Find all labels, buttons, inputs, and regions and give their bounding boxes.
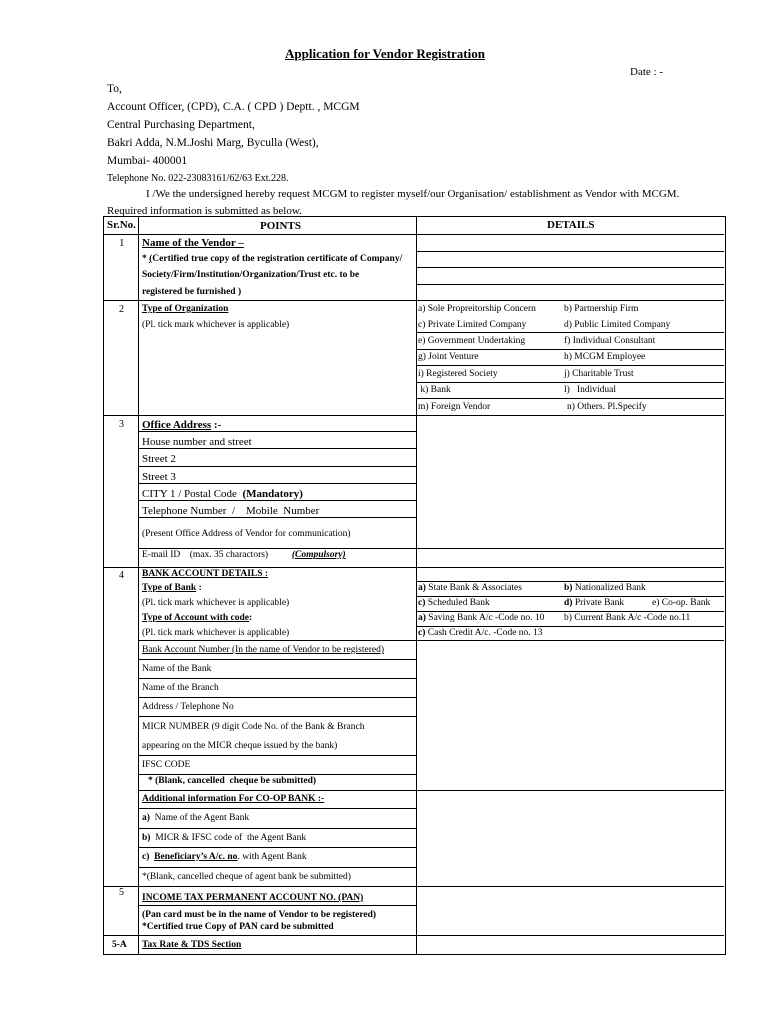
address-line-3: Bakri Adda, N.M.Joshi Marg, Byculla (West),	[107, 137, 319, 149]
vendor-note-line-2: Society/Firm/Institution/Organization/Trust etc. to be	[142, 270, 360, 280]
col-details-header: DETAILS	[547, 219, 595, 231]
vendor-name-label: Name of the Vendor –	[142, 237, 244, 249]
telephone-line: Telephone No. 022-23083161/62/63 Ext.228.	[107, 173, 289, 184]
account-option-saving[interactable]: a) Saving Bank A/c -Code no. 10	[418, 613, 545, 623]
address-to: To,	[107, 83, 122, 95]
coop-cheque-note: *(Blank, cancelled cheque of agent bank be submitted)	[142, 872, 351, 882]
address-line-4: Mumbai- 400001	[107, 155, 188, 167]
registration-table	[103, 216, 726, 955]
bank-address-label: Address / Telephone No	[142, 702, 234, 712]
org-option[interactable]: f) Individual Consultant	[564, 336, 656, 346]
coop-micr-ifsc-label: b) MICR & IFSC code of the Agent Bank	[142, 833, 307, 843]
org-option[interactable]: j) Charitable Trust	[564, 369, 634, 379]
row-divider-5	[104, 935, 724, 936]
sr-no-1: 1	[119, 237, 125, 249]
micr-label-line-1: MICR NUMBER (9 digit Code No. of the Bank & Branch	[142, 722, 365, 732]
vendor-note-line-1: * (Certified true copy of the registration certificate of Company/	[142, 254, 403, 264]
vendor-note-line-3: registered be furnished )	[142, 287, 242, 297]
type-of-bank-label: Type of Bank :	[142, 583, 202, 593]
date-label: Date : -	[630, 66, 663, 78]
col-srno-header: Sr.No.	[107, 219, 136, 231]
branch-name-label: Name of the Branch	[142, 683, 219, 693]
row-divider-4b	[138, 790, 724, 791]
org-type-hint: (Pl. tick mark whichever is applicable)	[142, 320, 290, 330]
bank-type-hint: (Pl. tick mark whichever is applicable)	[142, 598, 290, 608]
org-option[interactable]: e) Government Undertaking	[418, 336, 526, 346]
col-divider-2	[416, 217, 417, 954]
ifsc-label: IFSC CODE	[142, 760, 191, 770]
micr-label-line-2: appearing on the MICR cheque issued by the bank)	[142, 741, 338, 751]
present-address-note: (Present Office Address of Vendor for communication)	[142, 529, 351, 539]
office-address-label: Office Address :-	[142, 419, 222, 431]
account-number-label: Bank Account Number (In the name of Vendor to be registered)	[142, 645, 384, 655]
bank-name-label: Name of the Bank	[142, 664, 212, 674]
city-postal-label: CITY 1 / Postal Code (Mandatory)	[142, 488, 303, 500]
col-divider-1	[138, 217, 139, 954]
org-option[interactable]: a) Sole Propreitorship Concern	[418, 304, 536, 314]
row-divider-4	[104, 886, 724, 887]
tax-rate-title: Tax Rate & TDS Section	[142, 940, 242, 950]
org-type-label: Type of Organization	[142, 304, 229, 314]
col-points-header: POINTS	[260, 220, 301, 232]
org-option[interactable]: h) MCGM Employee	[564, 352, 646, 362]
type-of-account-label: Type of Account with code:	[142, 613, 253, 623]
org-option[interactable]: m) Foreign Vendor	[418, 402, 491, 412]
org-option[interactable]: n) Others. Pl.Specify	[567, 402, 647, 412]
coop-agent-bank-label: a) Name of the Agent Bank	[142, 813, 250, 823]
account-option-current[interactable]: b) Current Bank A/c -Code no.11	[564, 613, 691, 623]
bank-option-nationalized[interactable]: b) Nationalized Bank	[564, 583, 646, 593]
sr-no-3: 3	[119, 419, 124, 430]
pan-note-1: (Pan card must be in the name of Vendor to be registered)	[142, 910, 377, 920]
row-divider-1	[104, 300, 724, 301]
pan-title: INCOME TAX PERMANENT ACCOUNT NO. (PAN)	[142, 893, 364, 903]
coop-bank-title: Additional information For CO-OP BANK :-	[142, 794, 325, 804]
address-line-1: Account Officer, (CPD), C.A. ( CPD ) Deptt. , MCGM	[107, 101, 360, 113]
org-option[interactable]: i) Registered Society	[418, 369, 498, 379]
street-3-label: Street 3	[142, 471, 176, 483]
address-line-2: Central Purchasing Department,	[107, 119, 255, 131]
email-label: E-mail ID (max. 35 charactors) (Compulsory)	[142, 550, 346, 560]
bank-details-title: BANK ACCOUNT DETAILS :	[142, 569, 269, 579]
account-option-cash-credit[interactable]: c) Cash Credit A/c. -Code no. 13	[418, 628, 543, 638]
row-divider-2	[104, 415, 724, 416]
bank-option-private[interactable]: d) Private Bank	[564, 598, 625, 608]
org-option[interactable]: g) Joint Venture	[418, 352, 479, 362]
org-option[interactable]: d) Public Limited Company	[564, 320, 671, 330]
bank-option-state[interactable]: a) State Bank & Associates	[418, 583, 522, 593]
sr-no-4: 4	[119, 570, 124, 581]
page-title: Application for Vendor Registration	[285, 46, 485, 61]
coop-beneficiary-label: c) Beneficiary’s A/c. no. with Agent Bank	[142, 852, 307, 862]
bank-option-coop[interactable]: e) Co-op. Bank	[652, 598, 711, 608]
org-option[interactable]: c) Private Limited Company	[418, 320, 527, 330]
sr-no-5: 5	[119, 887, 124, 898]
intro-text-2: Required information is submitted as below.	[107, 205, 302, 217]
row-divider-3	[104, 567, 724, 568]
org-option[interactable]: b) Partnership Firm	[564, 304, 639, 314]
cheque-note: * (Blank, cancelled cheque be submitted)	[148, 776, 317, 786]
sr-no-5a: 5-A	[112, 940, 127, 950]
account-type-hint: (Pl. tick mark whichever is applicable)	[142, 628, 290, 638]
bank-option-scheduled[interactable]: c) Scheduled Bank	[418, 598, 490, 608]
intro-text: I /We the undersigned hereby request MCGM to register myself/our Organisation/ establishment as Vendor with MCGM.	[146, 188, 680, 200]
header-row-divider	[104, 234, 724, 235]
org-option[interactable]: l) Individual	[564, 385, 616, 395]
row-divider-4a	[138, 640, 724, 641]
street-2-label: Street 2	[142, 453, 176, 465]
sr-no-2: 2	[119, 304, 124, 315]
org-option[interactable]: k) Bank	[418, 385, 451, 395]
house-street-label: House number and street	[142, 436, 252, 448]
phone-mobile-label: Telephone Number / Mobile Number	[142, 505, 320, 517]
pan-note-2: *Certified true Copy of PAN card be submitted	[142, 922, 334, 932]
